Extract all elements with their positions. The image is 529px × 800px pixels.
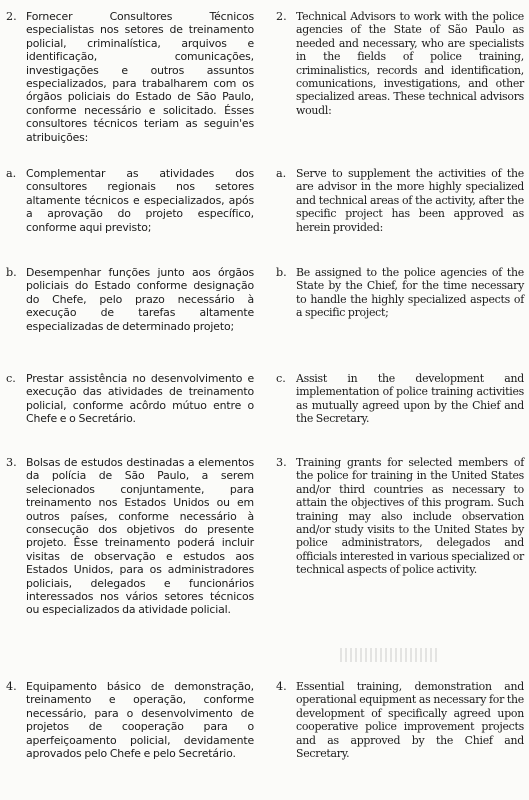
pt-item-2 bbox=[4, 10, 256, 144]
pt-item-3 bbox=[4, 456, 256, 617]
en-item-3 bbox=[274, 456, 526, 577]
item-text: Fornecer Consultores Técnicos especialistas nos setores de treinamento policial, criminalística, arquivos e identificação, comunicações, investigações e outros assuntos especializados, para trabalharem com os órgãos policiais do Estado de São Paulo, conforme necessário e solicitado. Ésses consultores técnicos teriam as seguin'es atribuições: bbox=[26, 10, 254, 144]
pt-item-a bbox=[4, 167, 256, 234]
item-number: b. bbox=[276, 266, 287, 279]
item-number: 3. bbox=[6, 456, 17, 469]
item-text: Training grants for selected members of the police for training in the United States and/or third countries as necessary to attain the objectives of this program. Such training may also include observation and/or study visits to the United States by police administrators, delegados and officials interested in various specialized or technical aspects of police activity. bbox=[296, 456, 524, 577]
item-number: c. bbox=[6, 372, 16, 385]
item-text: Desempenhar funções junto aos órgãos policiais do Estado conforme designação do Chefe, pelo prazo necessário à execução de tarefas altamente especializadas de determinado projeto; bbox=[26, 266, 254, 333]
item-number: c. bbox=[276, 372, 286, 385]
item-number: 4. bbox=[6, 680, 17, 693]
item-text: Be assigned to the police agencies of the State by the Chief, for the time necessary to handle the highly specialized aspects of a specific project; bbox=[296, 266, 524, 320]
item-number: 2. bbox=[6, 10, 17, 23]
item-text: Serve to supplement the activities of the are advisor in the more highly specialized and technical areas of the activity, after the specific project has been approved as herein provided: bbox=[296, 167, 524, 234]
pt-item-c bbox=[4, 372, 256, 426]
scan-smudge bbox=[340, 648, 440, 662]
en-item-2 bbox=[274, 10, 526, 117]
en-item-4 bbox=[274, 680, 526, 760]
item-text: Prestar assistência no desenvolvimento e execução das atividades de treinamento policial, conforme acôrdo mútuo entre o Chefe e o Secretário. bbox=[26, 372, 254, 426]
pt-item-b bbox=[4, 266, 256, 333]
item-text: Assist in the development and implementation of police training activities as mutually agreed upon by the Chief and the Secretary. bbox=[296, 372, 524, 426]
pt-item-4 bbox=[4, 680, 256, 760]
en-item-a bbox=[274, 167, 526, 234]
item-text: Essential training, demonstration and operational equipment as necessary for the development of specifically agreed upon cooperative police improvement projects and as approved by the Chief and Secretary. bbox=[296, 680, 524, 761]
item-number: b. bbox=[6, 266, 17, 279]
item-text: Bolsas de estudos destinadas a elementos da polícia de São Paulo, a serem selecionados conjuntamente, para treinamento nos Estados Unidos ou em outros países, conforme necessário à consecução dos objetivos do presente projeto. Êsse treinamento poderá incluir visitas de observação e estudos aos Estados Unidos, para os administradores policiais, delegados e funcionários interessados nos vários setores técnicos ou especializados da atividade policial. bbox=[26, 456, 254, 617]
item-number: 3. bbox=[276, 456, 287, 469]
item-number: a. bbox=[6, 167, 17, 180]
en-item-c bbox=[274, 372, 526, 426]
item-text: Complementar as atividades dos consultores regionais nos setores altamente técnicos e especializados, após a aprovação do projeto específico, conforme aqui previsto; bbox=[26, 167, 254, 234]
item-number: 2. bbox=[276, 10, 287, 23]
item-text: Technical Advisors to work with the police agencies of the State of São Paulo as needed and necessary, who are specialists in the fields of police training, criminalistics, records and identification, comunications, investigations, and other specialized areas. These technical advisors woudl: bbox=[296, 10, 524, 117]
item-number: a. bbox=[276, 167, 287, 180]
en-item-b bbox=[274, 266, 526, 320]
item-text: Equipamento básico de demonstração, treinamento e operação, conforme necessário, para o desenvolvimento de projetos de cooperação para o aperfeiçoamento policial, devidamente aprovados pelo Chefe e pelo Secretário. bbox=[26, 680, 254, 761]
item-number: 4. bbox=[276, 680, 287, 693]
